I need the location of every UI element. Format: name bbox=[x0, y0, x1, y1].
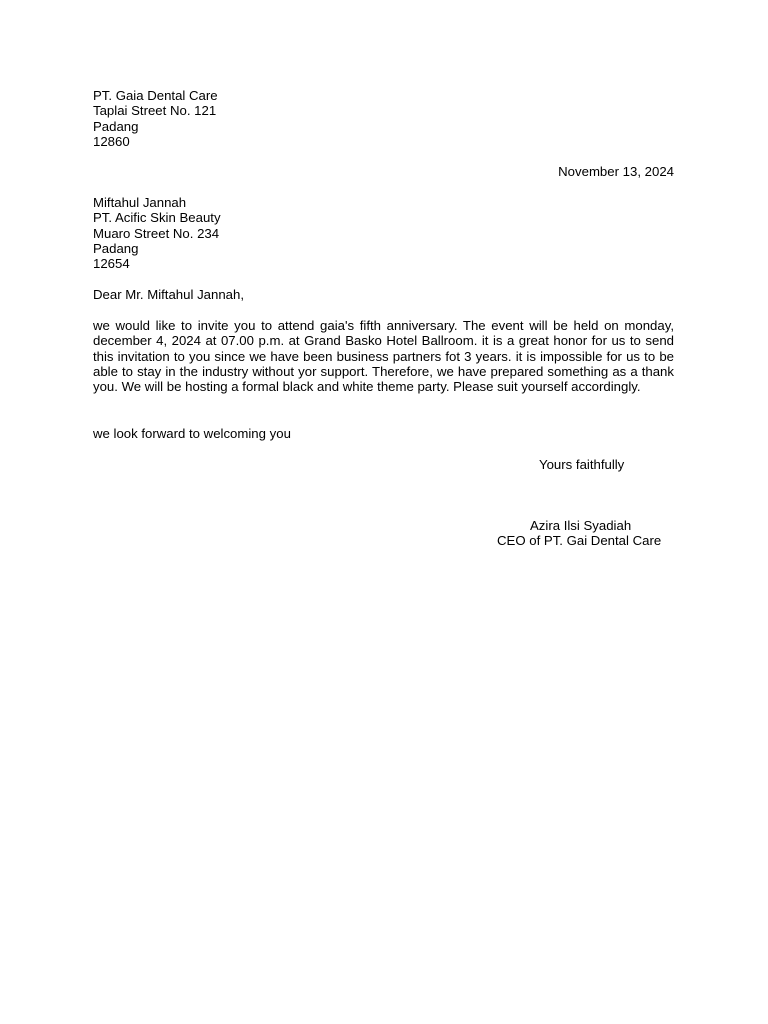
letter-date: November 13, 2024 bbox=[558, 164, 674, 179]
sender-postal-code: 12860 bbox=[93, 133, 130, 149]
recipient-address bbox=[93, 195, 674, 271]
signer-name: Azira Ilsi Syadiah bbox=[530, 518, 632, 533]
letter-body: we would like to invite you to attend gaia's fifth anniversary. The event will be held on monday, december 4, 2024 at 07.00 p.m. at Grand Basko Hotel Ballroom. it is a great honor for us to send this invitation to you since we have been business partners fot 3 years. it is impossible for us to be able to stay in the industry without yor support. Therefore, we have prepared something as a thank you. We will be hosting a formal black and white theme party. Please suit yourself accordingly. bbox=[93, 318, 674, 395]
recipient-company: PT. Acific Skin Beauty bbox=[93, 210, 221, 226]
sender-city: Padang bbox=[93, 118, 139, 134]
closing-line: we look forward to welcoming you bbox=[93, 426, 291, 441]
signer-title: CEO of PT. Gai Dental Care bbox=[497, 533, 662, 548]
recipient-postal-code: 12654 bbox=[93, 256, 130, 272]
recipient-name: Miftahul Jannah bbox=[93, 195, 187, 210]
sender-street: Taplai Street No. 121 bbox=[93, 103, 217, 119]
complimentary-close: Yours faithfully bbox=[539, 457, 625, 472]
sender-company: PT. Gaia Dental Care bbox=[93, 88, 218, 103]
recipient-city: Padang bbox=[93, 240, 139, 256]
salutation: Dear Mr. Miftahul Jannah, bbox=[93, 287, 244, 302]
recipient-street: Muaro Street No. 234 bbox=[93, 225, 220, 241]
sender-address bbox=[93, 88, 674, 149]
